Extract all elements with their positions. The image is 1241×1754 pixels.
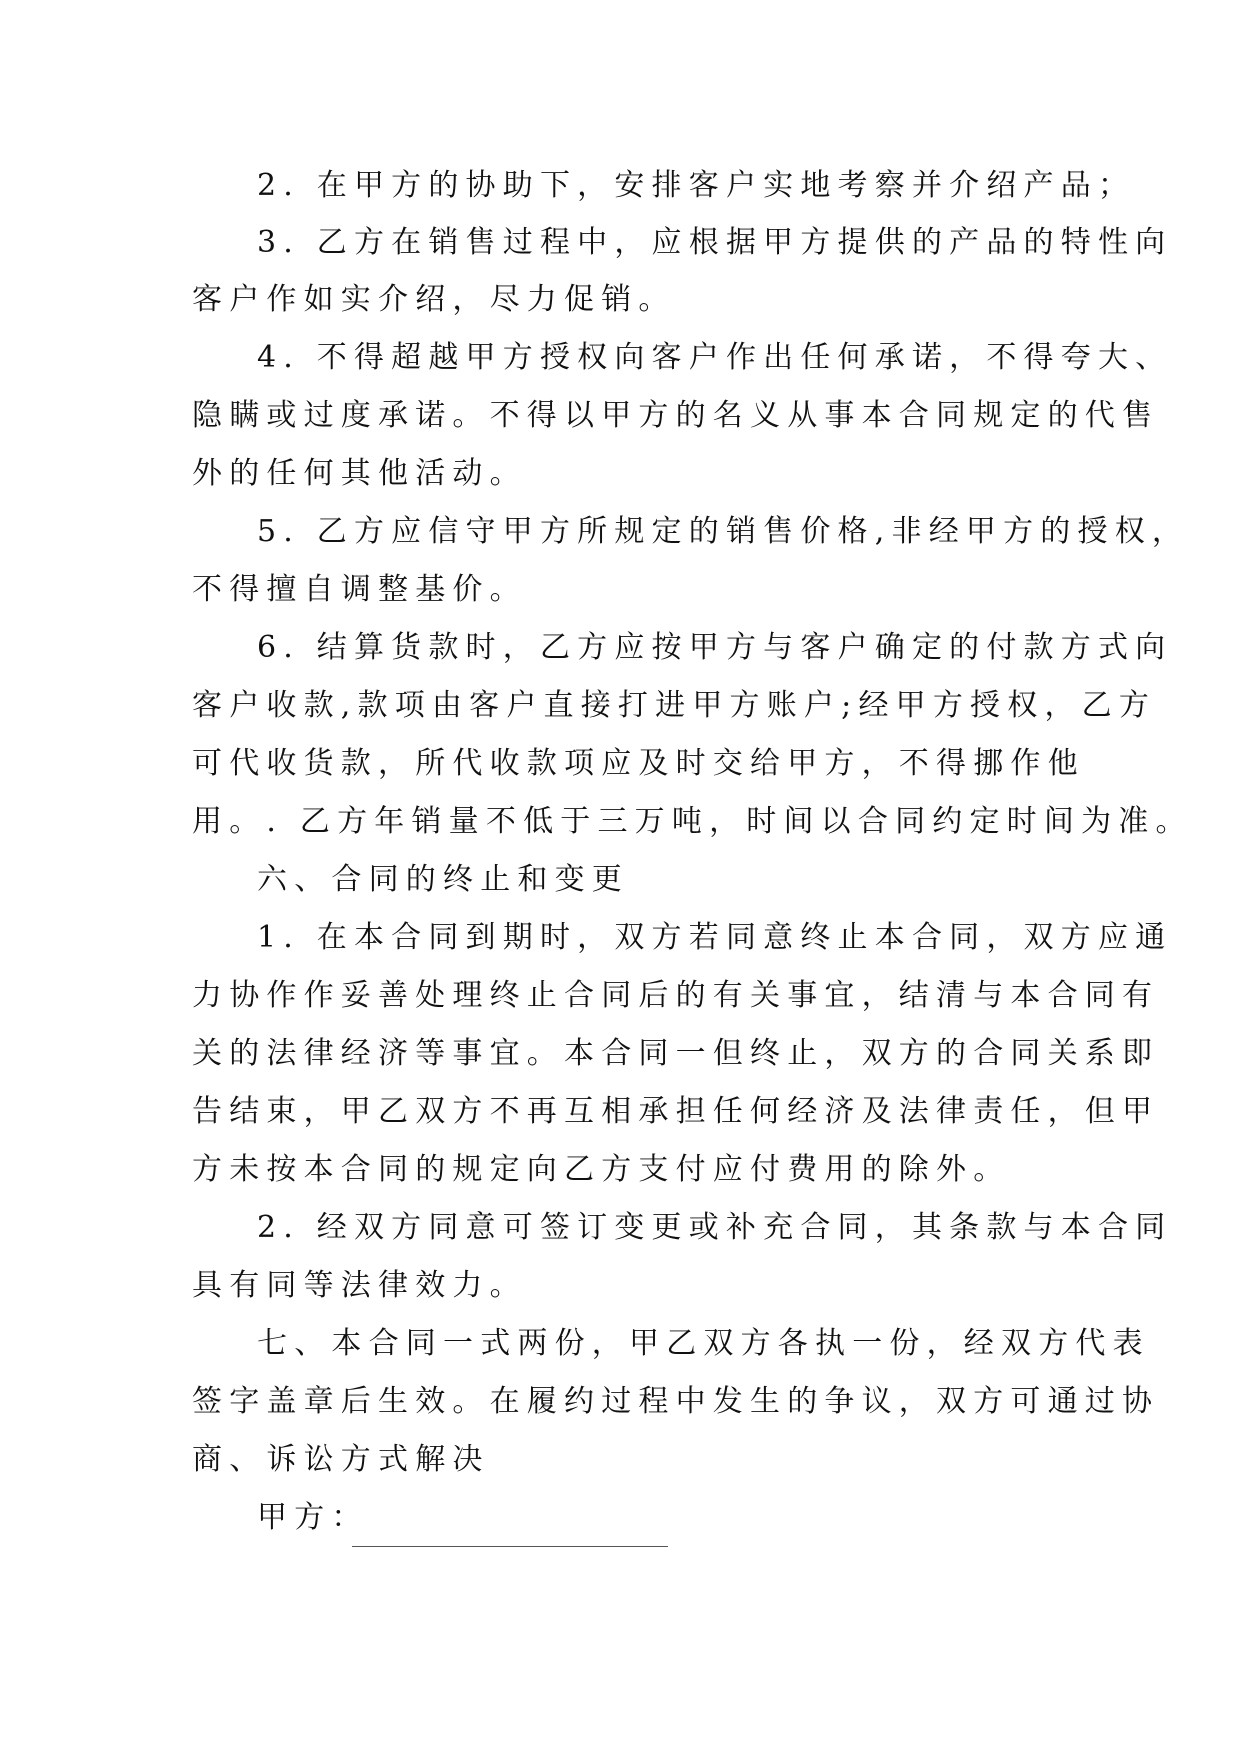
paragraph-line: 商、诉讼方式解决 bbox=[192, 1442, 490, 1477]
paragraph-line: 6. 结算货款时，乙方应按甲方与客户确定的付款方式向 bbox=[257, 630, 1173, 665]
paragraph-line: 可代收货款，所代收款项应及时交给甲方，不得挪作他 bbox=[192, 746, 1085, 781]
signature-label: 甲方： bbox=[257, 1500, 369, 1535]
paragraph-line: 客户收款,款项由客户直接打进甲方账户;经甲方授权，乙方 bbox=[192, 688, 1157, 723]
paragraph-line: 告结束，甲乙双方不再互相承担任何经济及法律责任，但甲 bbox=[192, 1094, 1160, 1129]
paragraph-line: 用。. 乙方年销量不低于三万吨，时间以合同约定时间为准。 bbox=[192, 804, 1193, 839]
paragraph-line: 外的任何其他活动。 bbox=[192, 456, 527, 491]
paragraph-line: 具有同等法律效力。 bbox=[192, 1268, 527, 1303]
signature-line bbox=[352, 1546, 668, 1547]
section-heading: 六、合同的终止和变更 bbox=[257, 862, 629, 897]
paragraph-line: 签字盖章后生效。在履约过程中发生的争议，双方可通过协 bbox=[192, 1384, 1160, 1419]
paragraph-line: 3. 乙方在销售过程中，应根据甲方提供的产品的特性向 bbox=[257, 225, 1173, 260]
paragraph-line: 不得擅自调整基价。 bbox=[192, 572, 527, 607]
paragraph-line: 1. 在本合同到期时，双方若同意终止本合同，双方应通 bbox=[257, 920, 1173, 955]
paragraph-line: 5. 乙方应信守甲方所规定的销售价格,非经甲方的授权， bbox=[257, 514, 1190, 549]
paragraph-line: 关的法律经济等事宜。本合同一但终止，双方的合同关系即 bbox=[192, 1036, 1160, 1071]
paragraph-line: 力协作作妥善处理终止合同后的有关事宜，结清与本合同有 bbox=[192, 978, 1160, 1013]
paragraph-line: 方未按本合同的规定向乙方支付应付费用的除外。 bbox=[192, 1152, 1011, 1187]
paragraph-line: 4. 不得超越甲方授权向客户作出任何承诺，不得夸大、 bbox=[257, 340, 1173, 375]
section-heading: 七、本合同一式两份，甲乙双方各执一份，经双方代表 bbox=[257, 1326, 1150, 1361]
paragraph-line: 客户作如实介绍，尽力促销。 bbox=[192, 282, 676, 317]
paragraph-line: 2. 在甲方的协助下，安排客户实地考察并介绍产品； bbox=[257, 168, 1136, 203]
paragraph-line: 隐瞒或过度承诺。不得以甲方的名义从事本合同规定的代售 bbox=[192, 398, 1160, 433]
paragraph-line: 2. 经双方同意可签订变更或补充合同，其条款与本合同 bbox=[257, 1210, 1173, 1245]
